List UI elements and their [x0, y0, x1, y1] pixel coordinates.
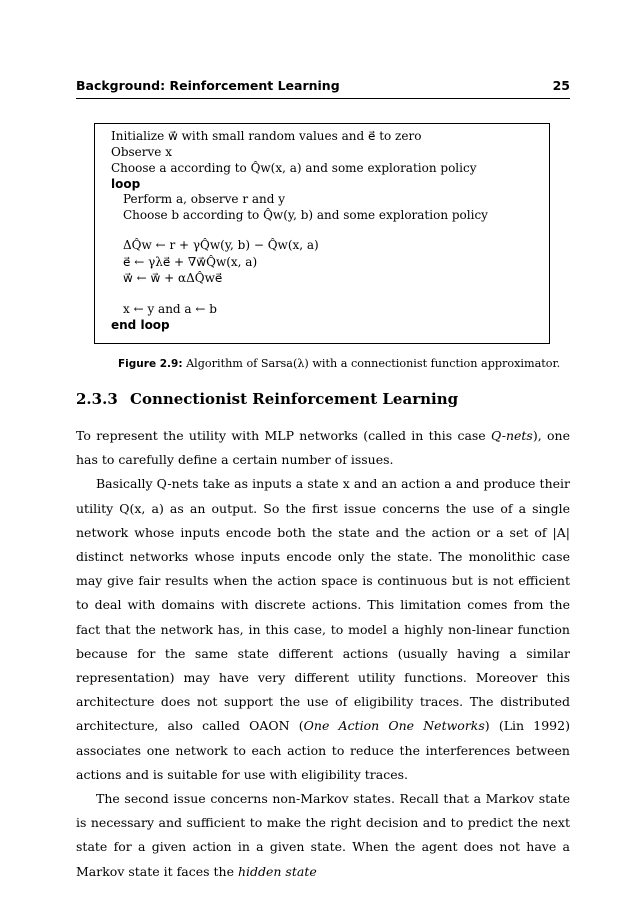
paragraph-1-emphasis: Q-nets — [491, 428, 533, 443]
figure-caption-text: Algorithm of Sarsa(λ) with a connectionist function approximator. — [186, 357, 561, 370]
paragraph-2-emphasis: One Action One Networks — [303, 718, 485, 734]
algorithm-box — [94, 123, 550, 344]
algo-line-8: e⃗ ← γλe⃗ + ∇w⃗Q̂w(x, a) — [123, 255, 258, 269]
algo-line-9: w⃗ ← w⃗ + αΔQ̂we⃗ — [123, 271, 223, 285]
paragraph-2-a: Basically Q-nets take as inputs a state x and an action a and produce their utility Q(x, a) as an output. So the first issue concerns the use of a single network whose inputs encode both the state and the action or a set of |A| distinct networks whose inputs encode only the state. The monolithic case may give fair results when the action space is continuous but is not efficient to deal with domains with discrete actions. This limitation comes from the fact that the network has, in this case, to model a highly non-linear function because for the same state different actions (usually having a similar representation) may have very different utility functions. Moreover this architecture does not support the use of eligibility traces. The distributed architecture, also called OAON ( — [76, 476, 570, 734]
body-text — [76, 424, 570, 884]
header-rule — [76, 98, 570, 99]
paragraph-1-b: ), one has to carefully define a certain number of issues. — [76, 428, 570, 468]
figure-caption — [118, 357, 561, 370]
running-header-title: Background: Reinforcement Learning — [76, 78, 340, 93]
algo-line-1: Initialize w⃗ with small random values and e⃗ to zero — [111, 129, 422, 143]
paragraph-3-a: The second issue concerns non-Markov states. Recall that a Markov state is necessary and sufficient to make the right decision and to predict the next state for a given action in a given state. When the agent does not have a Markov state it faces the — [76, 791, 570, 879]
paragraph-3-emphasis: hidden state — [237, 863, 317, 879]
algo-line-10: x ← y and a ← b — [123, 302, 217, 316]
figure-caption-label: Figure 2.9: — [118, 358, 183, 370]
paragraph-3 — [76, 787, 570, 884]
algo-line-5: Perform a, observe r and y — [123, 192, 286, 206]
section-heading — [76, 390, 458, 408]
algo-line-7: ΔQ̂w ← r + γQ̂w(y, b) − Q̂w(x, a) — [123, 238, 319, 252]
page-number: 25 — [552, 78, 570, 93]
algo-line-end-loop: end loop — [111, 318, 170, 332]
section-title: Connectionist Reinforcement Learning — [130, 390, 459, 408]
algo-line-6: Choose b according to Q̂w(y, b) and some exploration policy — [123, 208, 488, 222]
paragraph-2-b: ) (Lin 1992) associates one network to each action to reduce the interferences between actions and is suitable for use with eligibility traces. — [76, 718, 570, 782]
paragraph-1-a: To represent the utility with MLP networks (called in this case — [76, 428, 492, 443]
section-number: 2.3.3 — [76, 390, 118, 408]
algo-line-3: Choose a according to Q̂w(x, a) and some exploration policy — [111, 161, 477, 175]
algo-line-loop: loop — [111, 177, 141, 191]
paragraph-1 — [76, 424, 570, 472]
paragraph-2 — [76, 472, 570, 787]
algo-line-2: Observe x — [111, 145, 172, 159]
running-header — [76, 78, 570, 98]
